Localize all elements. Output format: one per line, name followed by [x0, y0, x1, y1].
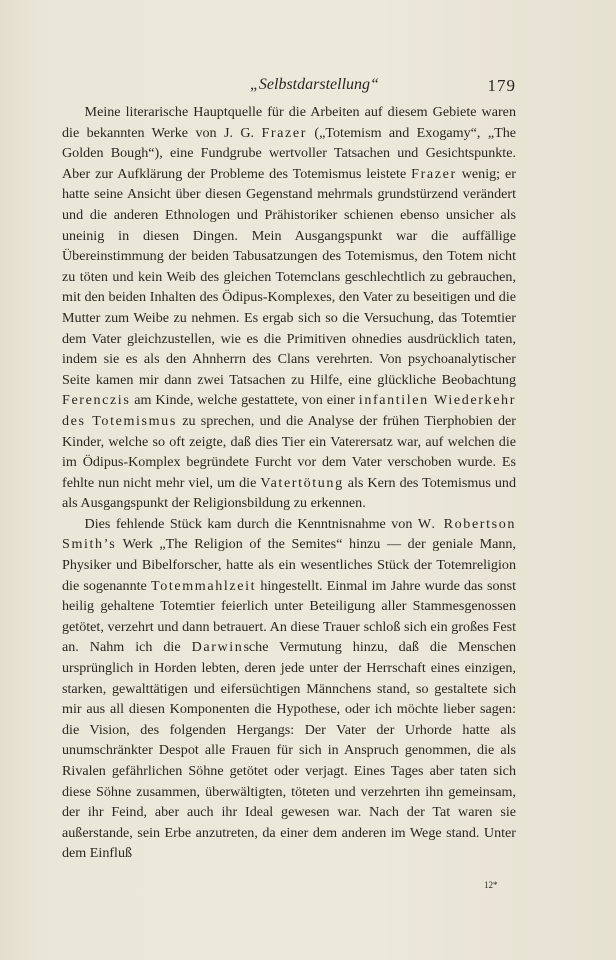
paragraph	[62, 514, 516, 864]
text-run: sche Vermutung hinzu, daß die Menschen ursprünglich in Horden lebten, deren jede unter der Herrschaft eines einzigen, starken, gewalttätigen und eifersüchtigen Männchens stand, so gestaltete sich mir aus all diesen Komponenten die Hypothese, oder ich möchte lieber sagen: die Vision, des folgenden Hergangs: Der Vater der Urhorde hatte als unumschränkter Despot alle Frauen für sich in Anspruch genommen, die als Rivalen gefährlichen Söhne getötet oder verjagt. Eines Tages aber taten sich diese Söhne zusammen, überwältigten, töteten und verzehrten ihn gemeinsam, der ihr Feind, aber auch ihr Ideal gewesen war. Nach der Tat waren sie außerstande, sein Erbe anzutreten, da einer dem anderen im Wege stand. Unter dem Einfluß	[62, 639, 516, 862]
text-run: zu sprechen, und die Analyse der frühen Tierphobien der Kinder, welche so oft zeigte, daß dies Tier ein Vaterersatz war, auf welchen die im Ödipus-Komplex begründete Furcht vor dem Vater verschoben wurde. Es fehlte nun nicht mehr viel, um die	[62, 412, 517, 491]
page-number: 179	[487, 76, 516, 95]
text-run: wenig; er hatte seine Ansicht über diesen Gegenstand mehrmals grundstürzend verändert und die anderen Ethnologen und Prähistoriker schienen ebenso unsicher als uneinig in diesen Dingen. Mein Ausgangspunkt war die auffällige Übereinstimmung der beiden Tabusatzungen des Totemismus, den Totem nicht zu töten und kein Weib des gleichen Totemclans geschlechtlich zu gebrauchen, mit den beiden Inhalten des Ödipus-Komplexes, den Vater zu beseitigen und die Mutter zum Weibe zu nehmen. Es ergab sich so die Versuchung, das Totemtier dem Vater gleichzustellen, wie es die Primitiven ohnedies ausdrücklich taten, indem sie es als den Ahnherrn des Clans verehrten. Von psychoanalytischer Seite kamen mir dann zwei Tatsachen zu Hilfe, eine glückliche Beobachtung	[62, 165, 516, 388]
text-run: („Totemism and Exogamy“, „The Golden Bough“), eine Fundgrube wertvoller Tatsachen und Gesichtspunkte. Aber zur Aufklärung der Probleme des Totemismus leistete	[62, 124, 516, 182]
text-run: Meine literarische Hauptquelle für die Arbeiten auf diesem Gebiete waren die bekannten Werke von J. G.	[62, 104, 516, 141]
author-name-frazer: Frazer	[261, 124, 308, 141]
body-text	[62, 102, 516, 864]
text-run: als Kern des Totemismus und als Ausgangspunkt der Religionsbildung zu erkennen.	[62, 474, 516, 512]
author-name-darwin: Darwin	[191, 639, 244, 656]
running-head	[62, 76, 516, 98]
text-run: hingestellt. Einmal im Jahre wurde das sonst heilig gehaltene Totemtier feierlich unter Beteiligung aller Stammesgenossen getötet, verzehrt und dann betrauert. An diese Trauer schloß sich ein großes Fest an. Nahm ich die	[62, 577, 516, 656]
text-run: am Kinde, welche gestattete, von einer	[130, 392, 359, 409]
signature-mark: 12*	[484, 880, 498, 890]
author-name-robertson-smith: W. Robertson Smith’s	[62, 515, 516, 553]
author-name-ferenczi: Ferenczis	[62, 392, 131, 409]
emphasis-term: infantilen Wiederkehr des Totemismus	[62, 392, 516, 429]
text-run: Dies fehlende Stück kam durch die Kenntnisnahme von	[84, 515, 418, 532]
text-run: Werk „The Religion of the Semites“ hinzu — der geniale Mann, Physiker und Bibelforscher, hatte als ein wesentliches Stück der Totemreligion die sogenannte	[62, 536, 516, 594]
running-title: „Selbstdarstellung“	[250, 76, 379, 93]
paragraph	[62, 102, 516, 514]
author-name-frazer: Frazer	[411, 165, 457, 182]
emphasis-term: Totemmahlzeit	[151, 577, 257, 594]
emphasis-term: Vatertötung	[260, 474, 344, 491]
